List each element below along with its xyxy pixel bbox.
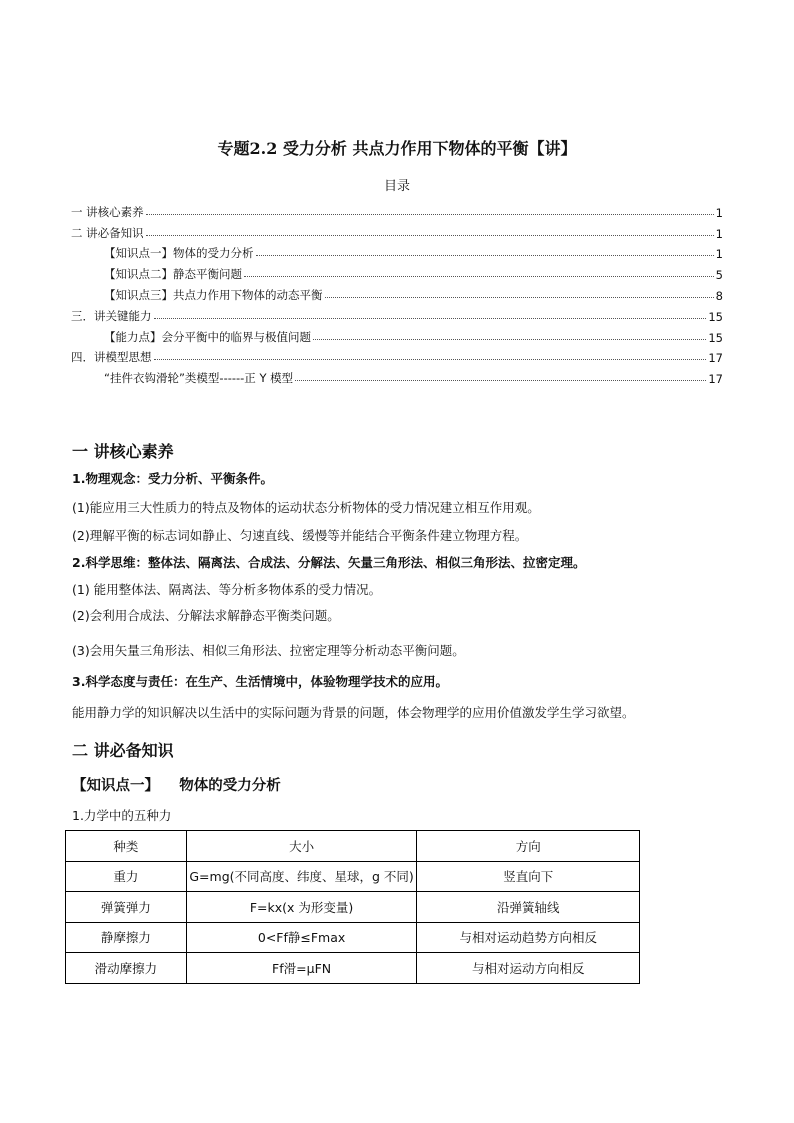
table-cell: Ff滑=μFN <box>186 953 417 984</box>
table-cell: 沿弹簧轴线 <box>417 892 640 923</box>
table-cell: G=mg(不同高度、纬度、星球，g 不同) <box>186 861 417 892</box>
toc-entry[interactable]: 【知识点二】静态平衡问题 5 <box>104 267 723 283</box>
table-cell: 重力 <box>66 861 187 892</box>
table-cell: 静摩擦力 <box>66 922 187 953</box>
toc-entry[interactable]: 【知识点一】物体的受力分析 1 <box>104 246 723 262</box>
paragraph: (2)理解平衡的标志词如静止、匀速直线、缓慢等并能结合平衡条件建立物理方程。 <box>72 528 528 543</box>
table-cell: 竖直向下 <box>417 861 640 892</box>
table-header-row <box>66 831 640 862</box>
section-heading: 一 讲核心素养 <box>72 442 174 461</box>
toc-entry[interactable]: 一 讲核心素养 1 <box>71 204 723 220</box>
paragraph-bold: 1.物理观念：受力分析、平衡条件。 <box>72 471 273 486</box>
toc-entry[interactable]: 三．讲关键能力 15 <box>71 308 723 324</box>
table-cell: 与相对运动趋势方向相反 <box>417 922 640 953</box>
subsection-heading: 【知识点一】 物体的受力分析 <box>72 777 281 794</box>
toc-entry[interactable]: 二 讲必备知识 1 <box>71 225 723 241</box>
table-cell: F=kx(x 为形变量) <box>186 892 417 923</box>
paragraph: 1.力学中的五种力 <box>72 808 172 823</box>
section-heading: 二 讲必备知识 <box>72 741 174 760</box>
forces-table <box>65 830 640 984</box>
table-cell: 滑动摩擦力 <box>66 953 187 984</box>
toc-entry[interactable]: 【能力点】会分平衡中的临界与极值问题 15 <box>104 329 723 345</box>
paragraph: 能用静力学的知识解决以生活中的实际问题为背景的问题，体会物理学的应用价值激发学生学习欲望。 <box>72 705 635 720</box>
paragraph: (1) 能用整体法、隔离法、等分析多物体系的受力情况。 <box>72 582 382 597</box>
table-cell: 与相对运动方向相反 <box>417 953 640 984</box>
table-row <box>66 861 640 892</box>
document-title: 专题2.2 受力分析 共点力作用下物体的平衡【讲】 <box>217 139 577 158</box>
toc-heading: 目录 <box>383 179 410 194</box>
table-cell: 0<Ff静≤Fmax <box>186 922 417 953</box>
table-header-cell: 种类 <box>66 831 187 862</box>
table-row <box>66 922 640 953</box>
table-row <box>66 953 640 984</box>
paragraph-bold: 2.科学思维：整体法、隔离法、合成法、分解法、矢量三角形法、相似三角形法、拉密定理。 <box>72 555 586 570</box>
toc-entry[interactable]: 【知识点三】共点力作用下物体的动态平衡 8 <box>104 287 723 303</box>
table-header-cell: 方向 <box>417 831 640 862</box>
table-of-contents <box>71 199 723 386</box>
table-row <box>66 892 640 923</box>
paragraph: (2)会利用合成法、分解法求解静态平衡类问题。 <box>72 608 340 623</box>
paragraph-bold: 3.科学态度与责任：在生产、生活情境中，体验物理学技术的应用。 <box>72 674 448 689</box>
table-cell: 弹簧弹力 <box>66 892 187 923</box>
table-header-cell: 大小 <box>186 831 417 862</box>
paragraph: (1)能应用三大性质力的特点及物体的运动状态分析物体的受力情况建立相互作用观。 <box>72 500 540 515</box>
toc-entry[interactable]: 四．讲模型思想 17 <box>71 350 723 366</box>
paragraph: (3)会用矢量三角形法、相似三角形法、拉密定理等分析动态平衡问题。 <box>72 643 465 658</box>
toc-entry[interactable]: “挂件衣钩滑轮”类模型------正 Y 模型 17 <box>104 371 723 387</box>
